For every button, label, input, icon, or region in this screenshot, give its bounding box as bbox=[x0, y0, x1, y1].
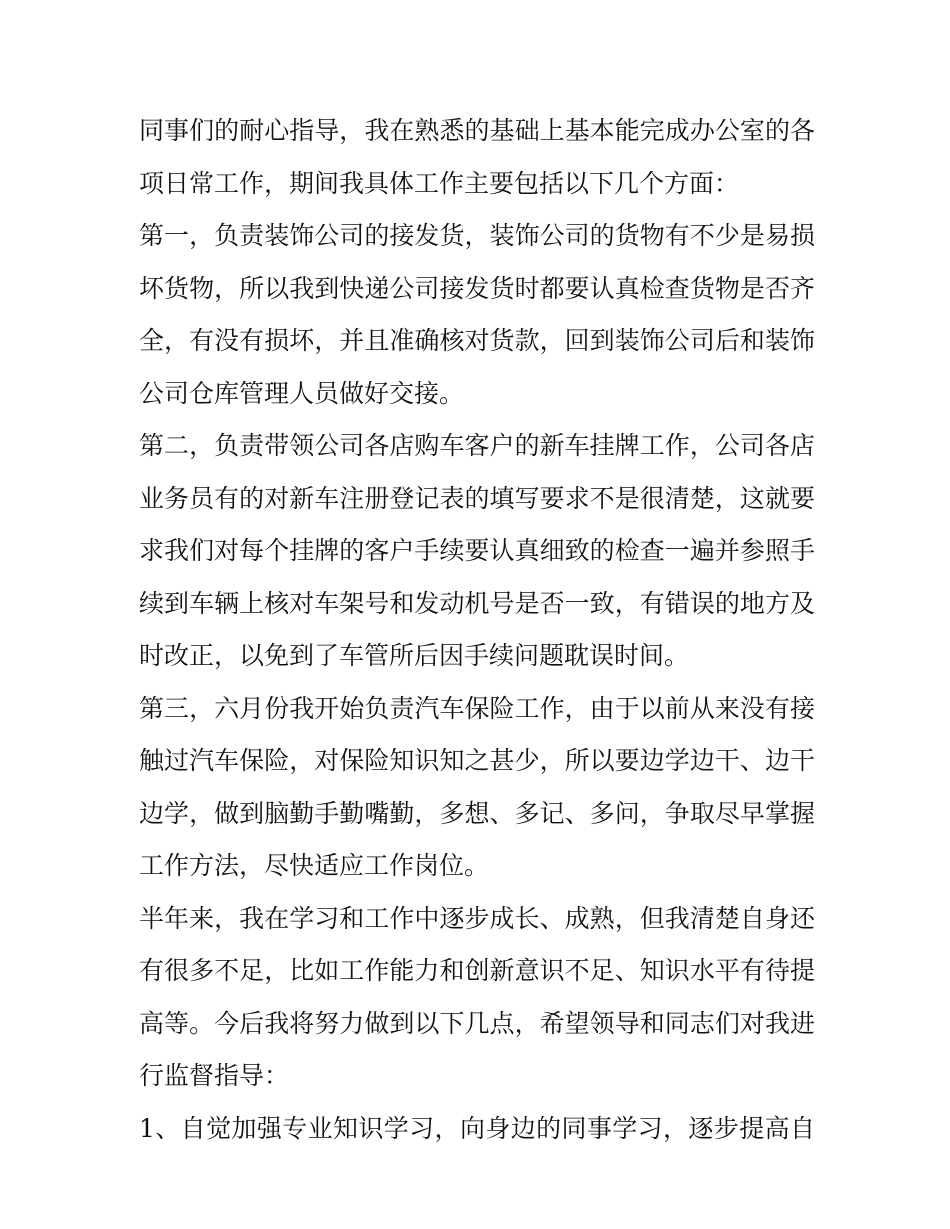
text-line: 业务员有的对新车注册登记表的填写要求不是很清楚，这就要 bbox=[139, 483, 815, 513]
text-line: 1、自觉加强专业知识学习，向身边的同事学习，逐步提高自 bbox=[139, 1113, 815, 1143]
text-line: 坏货物，所以我到快递公司接发货时都要认真检查货物是否齐 bbox=[139, 273, 815, 303]
text-line: 同事们的耐心指导，我在熟悉的基础上基本能完成办公室的各 bbox=[139, 116, 815, 145]
document-body bbox=[139, 105, 815, 1155]
text-line: 有很多不足，比如工作能力和创新意识不足、知识水平有待提 bbox=[139, 956, 815, 985]
text-line: 工作方法，尽快适应工作岗位。 bbox=[139, 851, 490, 880]
text-line: 第三，六月份我开始负责汽车保险工作，由于以前从来没有接 bbox=[139, 693, 815, 723]
text-line: 第一，负责装饰公司的接发货，装饰公司的货物有不少是易损 bbox=[139, 221, 815, 250]
text-line: 求我们对每个挂牌的客户手续要认真细致的检查一遍并参照手 bbox=[139, 536, 815, 565]
text-line: 触过汽车保险，对保险知识知之甚少，所以要边学边干、边干 bbox=[139, 746, 815, 775]
text-line: 高等。今后我将努力做到以下几点，希望领导和同志们对我进 bbox=[139, 1008, 815, 1038]
text-line: 边学，做到脑勤手勤嘴勤，多想、多记、多问，争取尽早掌握 bbox=[139, 798, 815, 828]
text-line: 时改正，以免到了车管所后因手续问题耽误时间。 bbox=[139, 641, 690, 670]
text-line: 第二，负责带领公司各店购车客户的新车挂牌工作，公司各店 bbox=[139, 431, 815, 460]
text-line: 项日常工作，期间我具体工作主要包括以下几个方面： bbox=[139, 168, 740, 198]
text-line: 行监督指导： bbox=[139, 1061, 290, 1090]
text-line: 半年来，我在学习和工作中逐步成长、成熟，但我清楚自身还 bbox=[139, 903, 815, 933]
text-line: 续到车辆上核对车架号和发动机号是否一致，有错误的地方及 bbox=[139, 588, 815, 618]
text-line: 公司仓库管理人员做好交接。 bbox=[139, 378, 465, 408]
text-line: 全，有没有损坏，并且准确核对货款，回到装饰公司后和装饰 bbox=[139, 326, 815, 355]
